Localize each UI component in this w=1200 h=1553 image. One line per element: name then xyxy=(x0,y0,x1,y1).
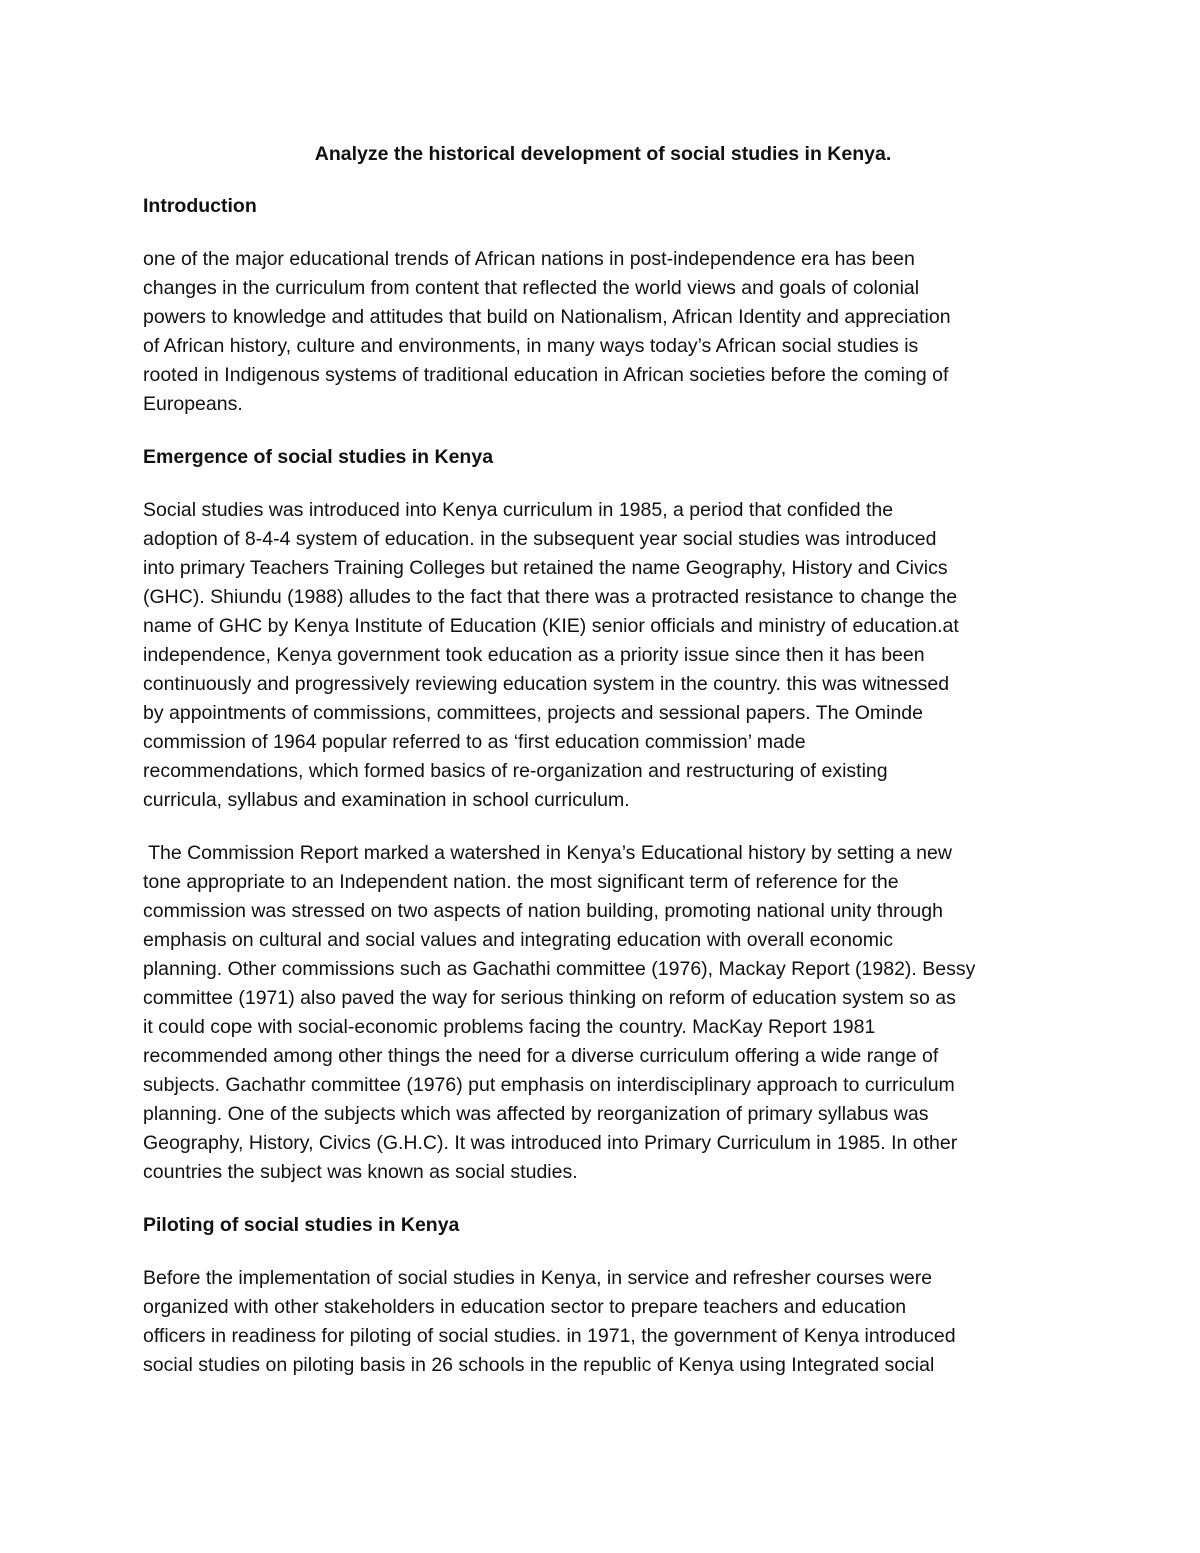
text-line: rooted in Indigenous systems of traditional education in African societies before the coming of xyxy=(143,364,949,386)
text-line: continuously and progressively reviewing education system in the country. this was witnessed xyxy=(143,673,950,695)
text-line: of African history, culture and environments, in many ways today’s African social studies is xyxy=(143,335,919,357)
document-page xyxy=(143,140,1063,1404)
paragraph xyxy=(143,839,1063,1187)
text-line: changes in the curriculum from content that reflected the world views and goals of colonial xyxy=(143,277,920,299)
text-line: countries the subject was known as social studies. xyxy=(143,1161,578,1183)
text-line: it could cope with social-economic problems facing the country. MacKay Report 1981 xyxy=(143,1016,876,1038)
text-line: planning. Other commissions such as Gachathi committee (1976), Mackay Report (1982). Bessy xyxy=(143,958,976,980)
text-line: curricula, syllabus and examination in school curriculum. xyxy=(143,789,630,811)
text-line: Geography, History, Civics (G.H.C). It was introduced into Primary Curriculum in 1985. In other xyxy=(143,1132,958,1154)
text-line: name of GHC by Kenya Institute of Education (KIE) senior officials and ministry of education.at xyxy=(143,615,959,637)
text-line: recommendations, which formed basics of re-organization and restructuring of existing xyxy=(143,760,888,782)
text-line: planning. One of the subjects which was affected by reorganization of primary syllabus was xyxy=(143,1103,929,1125)
text-line: officers in readiness for piloting of social studies. in 1971, the government of Kenya introduced xyxy=(143,1325,956,1347)
text-line: powers to knowledge and attitudes that build on Nationalism, African Identity and appreciation xyxy=(143,306,951,328)
text-line: Social studies was introduced into Kenya curriculum in 1985, a period that confided the xyxy=(143,499,894,521)
text-line: Before the implementation of social studies in Kenya, in service and refresher courses were xyxy=(143,1267,933,1289)
section-heading: Piloting of social studies in Kenya xyxy=(143,1214,460,1236)
text-line: The Commission Report marked a watershed in Kenya’s Educational history by setting a new xyxy=(143,842,952,864)
paragraph xyxy=(143,496,1063,815)
text-line: social studies on piloting basis in 26 schools in the republic of Kenya using Integrated social xyxy=(143,1354,935,1376)
text-line: emphasis on cultural and social values and integrating education with overall economic xyxy=(143,929,894,951)
section-heading: Emergence of social studies in Kenya xyxy=(143,446,494,468)
paragraph xyxy=(143,1264,1063,1380)
document-title: Analyze the historical development of social studies in Kenya. xyxy=(314,143,892,165)
section-heading: Introduction xyxy=(143,195,257,217)
text-line: adoption of 8-4-4 system of education. in the subsequent year social studies was introduced xyxy=(143,528,937,550)
text-line: commission was stressed on two aspects of nation building, promoting national unity through xyxy=(143,900,943,922)
text-line: (GHC). Shiundu (1988) alludes to the fact that there was a protracted resistance to change the xyxy=(143,586,958,608)
text-line: Europeans. xyxy=(143,393,243,415)
text-line: organized with other stakeholders in education sector to prepare teachers and education xyxy=(143,1296,907,1318)
text-line: recommended among other things the need for a diverse curriculum offering a wide range of xyxy=(143,1045,939,1067)
text-line: by appointments of commissions, committees, projects and sessional papers. The Ominde xyxy=(143,702,923,724)
paragraph xyxy=(143,245,1063,419)
text-line: tone appropriate to an Independent nation. the most significant term of reference for the xyxy=(143,871,899,893)
text-line: commission of 1964 popular referred to as ‘first education commission’ made xyxy=(143,731,806,753)
text-line: committee (1971) also paved the way for serious thinking on reform of education system so as xyxy=(143,987,956,1009)
text-line: independence, Kenya government took education as a priority issue since then it has been xyxy=(143,644,925,666)
document-body xyxy=(143,192,1063,1380)
text-line: subjects. Gachathr committee (1976) put emphasis on interdisciplinary approach to curriculum xyxy=(143,1074,955,1096)
text-line: one of the major educational trends of African nations in post-independence era has been xyxy=(143,248,915,270)
text-line: into primary Teachers Training Colleges but retained the name Geography, History and Civics xyxy=(143,557,948,579)
